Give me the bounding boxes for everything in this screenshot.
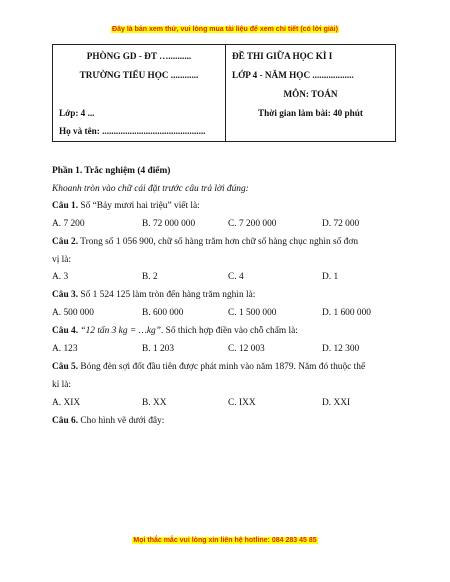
question-5: Câu 5. Bóng đèn sợi đốt đầu tiên được phát minh vào năm 1879. Năm đó thuộc thế	[52, 362, 366, 372]
part1-title: Phần 1. Trắc nghiệm (4 điểm)	[52, 166, 171, 176]
q1-option-a[interactable]: A. 7 200	[52, 219, 85, 229]
q4-option-d[interactable]: D. 12 300	[322, 344, 360, 354]
q5-option-b[interactable]: B. XX	[142, 398, 167, 408]
q4-option-b[interactable]: B. 1 203	[142, 344, 175, 354]
q3-option-c[interactable]: C. 1 500 000	[228, 308, 277, 318]
q1-option-b[interactable]: B. 72 000 000	[142, 219, 196, 229]
header-right-cell	[226, 45, 396, 142]
question-2: Câu 2. Trong số 1 056 900, chữ số hàng trăm hơn chữ số hàng chục nghìn số đơn	[52, 237, 359, 247]
header-left-cell	[53, 45, 226, 142]
q3-option-a[interactable]: A. 500 000	[52, 308, 94, 318]
q5-option-c[interactable]: C. IXX	[228, 398, 256, 408]
grade-year: LỚP 4 - NĂM HỌC ..................	[232, 70, 354, 80]
q4-option-c[interactable]: C. 12 003	[228, 344, 265, 354]
exam-title: ĐỀ THI GIỮA HỌC KÌ I	[232, 51, 333, 61]
q5-option-d[interactable]: D. XXI	[322, 398, 351, 408]
q2-option-b[interactable]: B. 2	[142, 272, 158, 282]
question-5-continued: kỉ là:	[52, 380, 72, 390]
q5-option-a[interactable]: A. XIX	[52, 398, 81, 408]
school-name: TRƯỜNG TIỂU HỌC ............	[79, 70, 199, 80]
question-2-continued: vị là:	[52, 255, 72, 265]
q3-option-b[interactable]: B. 600 000	[142, 308, 184, 318]
department: PHÒNG GD - ĐT …..........	[86, 51, 192, 61]
q1-option-d[interactable]: D. 72 000	[322, 219, 360, 229]
question-1: Câu 1. Số “Bảy mươi hai triệu” viết là:	[52, 201, 200, 211]
q4-option-a[interactable]: A. 123	[52, 344, 78, 354]
q1-option-c[interactable]: C. 7 200 000	[228, 219, 277, 229]
class-field: Lớp: 4 ...	[59, 108, 95, 118]
question-6: Câu 6. Cho hình vẽ dưới đây:	[52, 416, 165, 426]
question-3: Câu 3. Số 1 524 125 làm tròn đến hàng trăm nghìn là:	[52, 290, 256, 300]
part1-instruction: Khoanh tròn vào chữ cái đặt trước câu trả lời đúng:	[52, 184, 249, 194]
exam-header-table	[52, 44, 396, 142]
question-4: Câu 4. “12 tấn 3 kg = …kg”. Số thích hợp điền vào chỗ chấm là:	[52, 326, 298, 336]
subject: MÔN: TOÁN	[283, 89, 338, 99]
q2-option-a[interactable]: A. 3	[52, 272, 69, 282]
student-name-field: Họ và tên: .............................................	[59, 126, 206, 136]
hotline-notice: Mọi thắc mắc vui lòng xin liên hệ hotline: 084 283 45 85	[133, 537, 317, 544]
q3-option-d[interactable]: D. 1 600 000	[322, 308, 371, 318]
exam-duration: Thời gian làm bài: 40 phút	[258, 108, 363, 118]
q2-option-d[interactable]: D. 1	[322, 272, 339, 282]
q2-option-c[interactable]: C. 4	[228, 272, 244, 282]
preview-notice: Đây là bản xem thử, vui lòng mua tài liệu để xem chi tiết (có lời giải)	[112, 26, 338, 33]
